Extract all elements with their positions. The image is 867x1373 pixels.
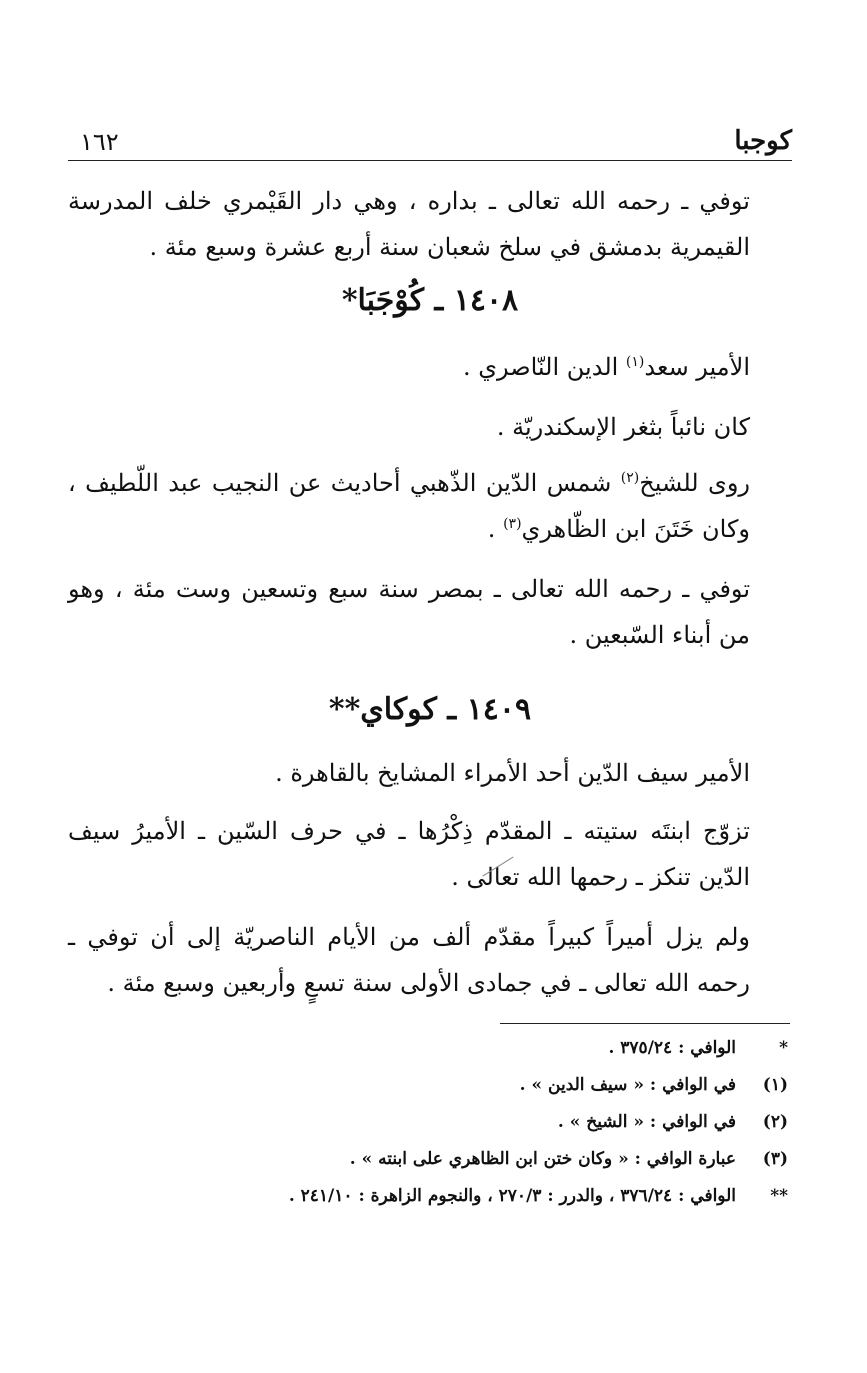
footnote-item (68, 1149, 792, 1186)
entry-1409-line3: ولم يزل أميراً كبيراً مقدّم ألف من الأيام الناصريّة إلى أن توفي ـ رحمه الله تعالى ـ في جمادى الأولى سنة تسعٍ وأربعين وسبع مئة . (68, 923, 750, 997)
entry-1408-line1-block (68, 344, 792, 390)
footnote-item (68, 1075, 792, 1112)
intro-paragraph-block (68, 178, 792, 270)
entry-1408 (68, 279, 792, 323)
entry-1408-line3-b: شمس الدّين الذّهبي أحاديث عن النجيب عبد اللّطيف ، وكان خَتَنَ ابن الظّاهري (68, 469, 750, 543)
footnote-text: الوافي : ٣٧٦/٢٤ ، والدرر : ٢٧٠/٣ ، والنجوم الزاهرة : ٢٤١/١٠ . (288, 1186, 736, 1206)
entry-1408-line3-a: روى للشيخ (639, 469, 750, 497)
footnote-item (68, 1038, 792, 1075)
running-header (68, 118, 792, 161)
footnote-ref-2: (٢) (620, 470, 640, 486)
entry-heading-1408: ١٤٠٨ ـ كُوْجَبَا* (341, 283, 519, 318)
entry-1408-line3 (68, 460, 792, 552)
footnote-text: عبارة الوافي : « وكان ختن ابن الظاهري على ابنته » . (349, 1149, 736, 1169)
footnote-mark: (٣) (762, 1149, 788, 1169)
intro-paragraph: توفي ـ رحمه الله تعالى ـ بداره ، وهي دار القَيْمري خلف المدرسة القيمرية بدمشق في سلخ شعبان سنة أربع عشرة وسبع مئة . (68, 187, 750, 261)
entry-1409-line2-block (68, 808, 792, 900)
footnotes (68, 1038, 792, 1223)
entry-1408-line4-block (68, 566, 792, 658)
footnote-item (68, 1112, 792, 1149)
footnote-mark: (٢) (762, 1112, 788, 1132)
page-number: ١٦٢ (80, 128, 119, 156)
entry-1408-line4: توفي ـ رحمه الله تعالى ـ بمصر سنة سبع وتسعين وست مئة ، وهو من أبناء السّبعين . (68, 575, 751, 649)
entry-1409-line1-block (68, 750, 792, 796)
entry-1409-line2: تزوّج ابنتَه ستيته ـ المقدّم ذِكْرُها ـ في حرف السّين ـ الأميرُ سيف الدّين تنكز ـ رحمها الله تعالى . (68, 817, 750, 891)
entry-1409 (68, 688, 792, 732)
footnote-ref-1: (١) (625, 354, 645, 370)
footnote-item (68, 1186, 792, 1223)
footnote-mark: * (779, 1038, 788, 1058)
entry-1409-line3-block (68, 914, 792, 1006)
entry-1409-line1: الأمير سيف الدّين أحد الأمراء المشايخ بالقاهرة . (275, 759, 750, 787)
entry-1408-line1 (68, 344, 792, 390)
footnote-text: في الوافي : « سيف الدين » . (519, 1075, 736, 1095)
footnote-mark: ** (770, 1186, 788, 1206)
entry-1408-line3-block (68, 460, 792, 552)
footnote-text: في الوافي : « الشيخ » . (557, 1112, 736, 1132)
entry-1408-line1-a: الأمير سعد (644, 353, 750, 381)
footnote-separator (500, 1023, 790, 1024)
footnote-mark: (١) (762, 1075, 788, 1095)
entry-1408-line1-b: الدين النّاصري . (462, 353, 626, 381)
footnote-ref-3: (٣) (503, 516, 522, 532)
entry-heading-1409: ١٤٠٩ ـ كوكاي** (328, 692, 532, 727)
entry-1408-line3-c: . (487, 515, 504, 543)
footnote-text: الوافي : ٣٧٥/٢٤ . (608, 1038, 736, 1058)
entry-1408-line2: كان نائباً بثغر الإسكندريّة . (496, 413, 750, 441)
entry-1408-line2-block (68, 404, 792, 450)
running-title: كوجبا (734, 126, 792, 156)
